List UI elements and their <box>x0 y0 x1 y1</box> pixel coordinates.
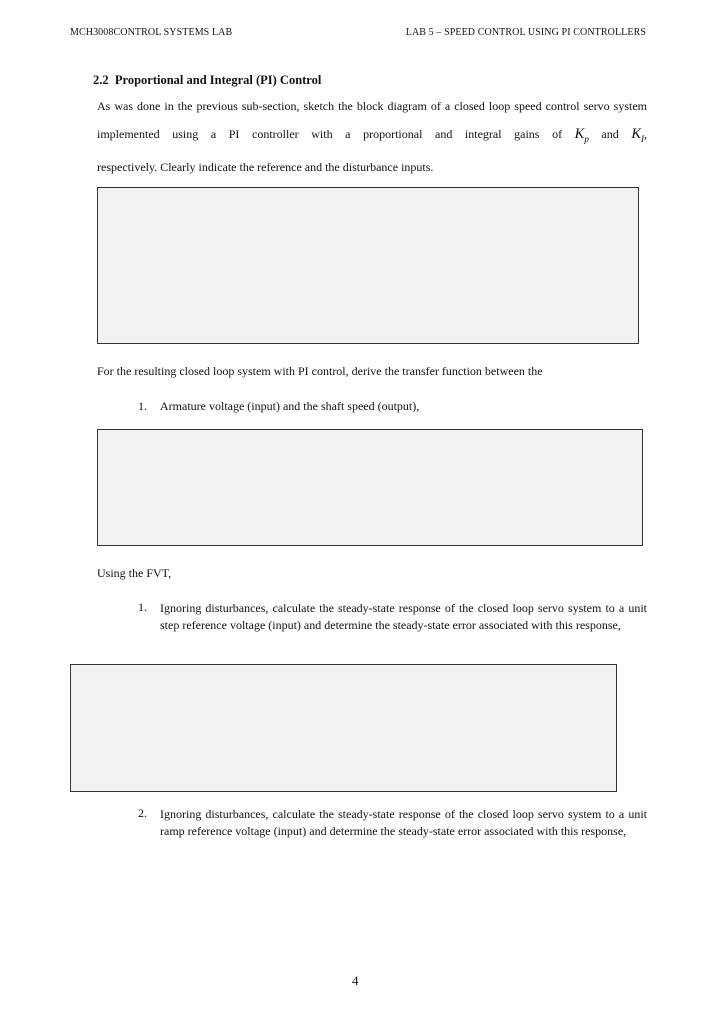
ki-symbol: $K_I$ <box>631 126 645 144</box>
item1-text: Armature voltage (input) and the shaft speed (output), <box>160 399 420 413</box>
transfer-function-answer-box[interactable] <box>97 429 643 546</box>
section-number: 2.2 <box>93 73 109 87</box>
fvt-item2-text: Ignoring disturbances, calculate the steady-state response of the closed loop servo system to a unit ramp reference voltage (input) and determine the steady-state error associated with this response, <box>160 807 647 838</box>
step-response-answer-box[interactable] <box>70 664 617 792</box>
para-line-3: respectively. Clearly indicate the reference and the disturbance inputs. <box>97 159 434 174</box>
para-line-2: system implemented using a PI controller with a proportional and integral gains of $K_p$ and $K_I$, <box>97 99 648 144</box>
block-diagram-answer-box[interactable] <box>97 187 639 344</box>
section-title-text: Proportional and Integral (PI) Control <box>114 73 322 87</box>
fvt-item1-text: Ignoring disturbances, calculate the steady-state response of the closed loop servo system to a unit step reference voltage (input) and determine the steady-state error associated with this response, <box>160 601 647 632</box>
item1-number: 1. <box>138 399 147 413</box>
fvt-intro: Using the FVT, <box>97 566 172 580</box>
derive-intro: For the resulting closed loop system with PI control, derive the transfer function between the <box>97 364 543 378</box>
fvt-item1-number: 1. <box>138 600 147 614</box>
para-line-2-text: system implemented using a PI controller with a proportional and integral gains of <box>97 99 647 141</box>
fvt-item2-number: 2. <box>138 806 147 820</box>
kp-symbol: $K_p$ <box>574 126 589 144</box>
para-line-1: As was done in the previous sub-section, sketch the block diagram of a closed loop speed control servo <box>97 99 610 113</box>
and-word: and <box>601 127 619 141</box>
page-number: 4 <box>352 973 359 988</box>
header-left: MCH3008CONTROL SYSTEMS LAB <box>70 27 233 38</box>
header-right: LAB 5 – SPEED CONTROL USING PI CONTROLLERS <box>405 27 646 38</box>
instruction-paragraph <box>97 92 647 181</box>
section-title <box>93 73 321 88</box>
